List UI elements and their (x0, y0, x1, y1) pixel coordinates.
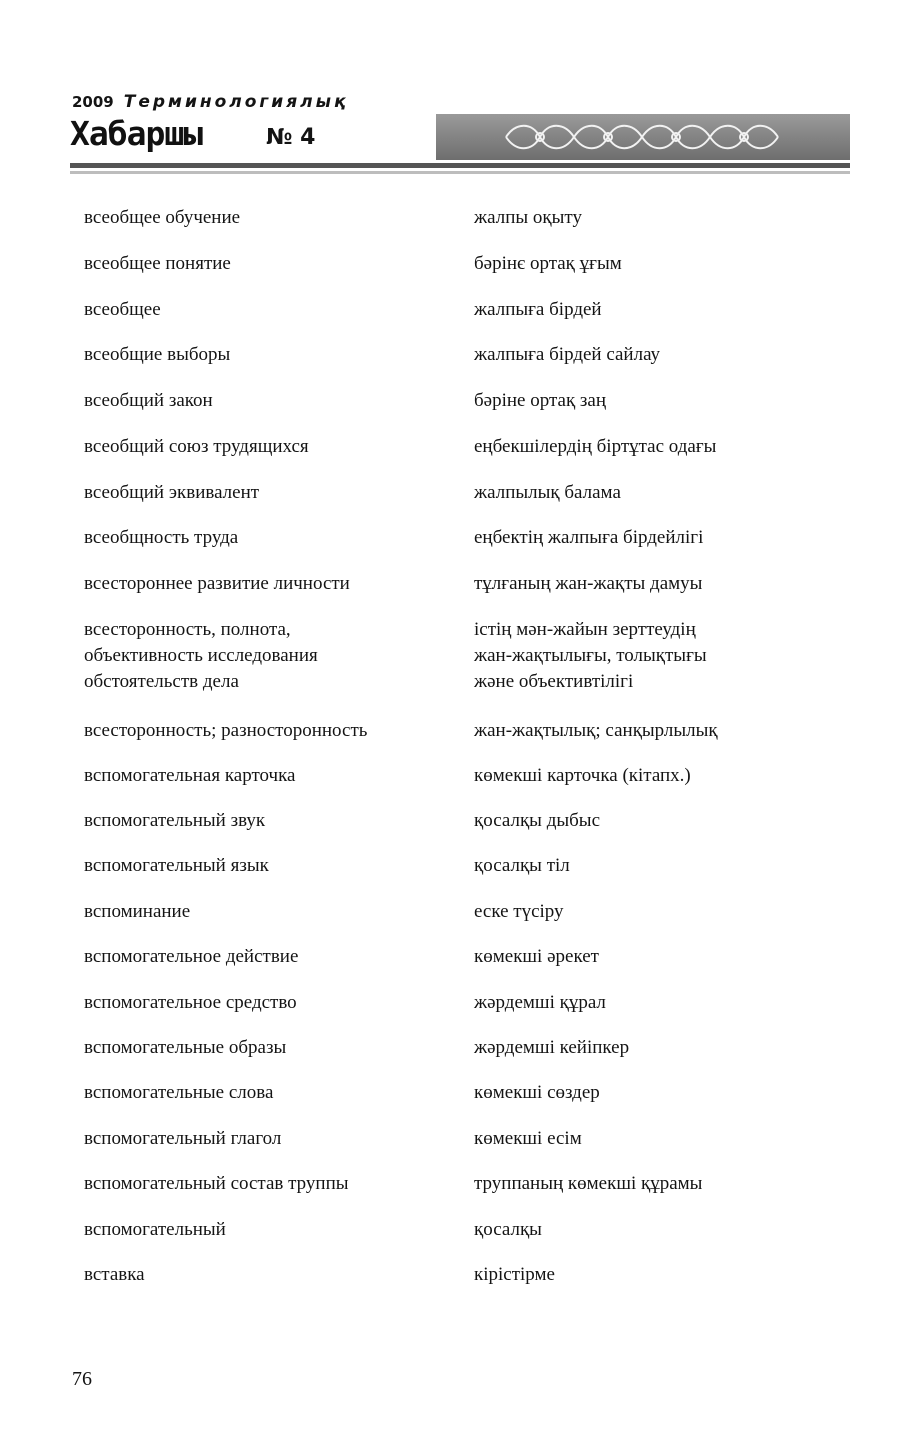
term-line: қосалқы тіл (474, 855, 570, 876)
term-line: және объективтілігі (474, 671, 634, 692)
russian-term (84, 617, 318, 695)
russian-term (84, 205, 240, 231)
term-line: жалпылық балама (474, 482, 621, 503)
russian-term (84, 808, 265, 834)
term-line: еңбектің жалпыға бірдейлігі (474, 527, 704, 548)
term-line: вспоминание (84, 901, 191, 922)
russian-term (84, 571, 350, 597)
russian-term (84, 1171, 349, 1197)
kazakh-term (474, 853, 570, 879)
term-line: всестороннее развитие личности (84, 573, 350, 594)
russian-term (84, 1126, 281, 1152)
kazakh-term (474, 1080, 600, 1106)
term-line: вспомогательный язык (84, 855, 269, 876)
term-line: көмекші әрекет (474, 946, 599, 967)
term-line: всесторонность, полнота, (84, 619, 291, 640)
term-line: всеобщий эквивалент (84, 482, 260, 503)
term-line: труппаның көмекші құрамы (474, 1173, 703, 1194)
russian-term (84, 251, 231, 277)
kazakh-term (474, 1217, 542, 1243)
term-line: жан-жақтылық; санқырлылық (474, 720, 718, 741)
header-issue-number: № 4 (266, 125, 316, 150)
kazakh-term (474, 205, 582, 231)
term-line: кірістірме (474, 1264, 555, 1285)
kazakh-term (474, 297, 602, 323)
term-line: жәрдемші кейіпкер (474, 1037, 630, 1058)
term-line: жалпы оқыту (474, 207, 582, 228)
term-line: всеобщий союз трудящихся (84, 436, 309, 457)
term-line: бәрінє ортақ ұғым (474, 253, 622, 274)
russian-term (84, 297, 161, 323)
kazakh-term (474, 525, 703, 551)
russian-term (84, 434, 309, 460)
term-line: жалпыға бірдей (474, 299, 602, 320)
term-line: қосалқы дыбыс (474, 810, 600, 831)
kazakh-term (474, 808, 600, 834)
header-title: Хабаршы (70, 114, 203, 153)
russian-term (84, 899, 190, 925)
term-line: вспомогательные образы (84, 1037, 287, 1058)
russian-term (84, 1080, 273, 1106)
kazakh-term (474, 434, 716, 460)
kazakh-term (474, 1262, 555, 1288)
term-line: жалпыға бірдей сайлау (474, 344, 661, 365)
term-line: еңбекшілердің біртұтас одағы (474, 436, 717, 457)
term-line: вспомогательная карточка (84, 765, 296, 786)
term-line: объективность исследования (84, 645, 318, 666)
russian-term (84, 990, 297, 1016)
term-line: жан-жақтылығы, толықтығы (474, 645, 707, 666)
russian-term (84, 480, 259, 506)
russian-term (84, 853, 269, 879)
term-line: вспомогательное действие (84, 946, 299, 967)
term-line: вставка (84, 1264, 145, 1285)
term-line: еске түсіру (474, 901, 564, 922)
kazakh-term (474, 1171, 702, 1197)
term-line: жәрдемші құрал (474, 992, 606, 1013)
term-line: істің мән-жайын зерттеудің (474, 619, 696, 640)
russian-term (84, 525, 238, 551)
kazakh-term (474, 251, 622, 277)
kazakh-term (474, 718, 718, 744)
russian-term (84, 763, 295, 789)
term-line: всеобщность труда (84, 527, 239, 548)
term-line: вспомогательный звук (84, 810, 266, 831)
term-line: көмекші есім (474, 1128, 582, 1149)
kazakh-term (474, 480, 621, 506)
kazakh-term (474, 388, 606, 414)
kazakh-term (474, 1035, 629, 1061)
term-line: всесторонность; разносторонность (84, 720, 368, 741)
kazakh-term (474, 571, 702, 597)
term-line: қосалқы (474, 1219, 542, 1240)
term-line: всеобщее понятие (84, 253, 231, 274)
kazakh-term (474, 1126, 582, 1152)
russian-term (84, 1035, 286, 1061)
term-line: обстоятельств дела (84, 671, 239, 692)
kazakh-term (474, 944, 599, 970)
term-line: вспомогательное средство (84, 992, 297, 1013)
term-line: всеобщее обучение (84, 207, 241, 228)
header-subtitle: Терминологиялық (123, 92, 349, 112)
kazakh-term (474, 342, 660, 368)
russian-term (84, 1217, 226, 1243)
term-line: вспомогательный состав труппы (84, 1173, 349, 1194)
page-number: 76 (72, 1368, 92, 1390)
russian-term (84, 388, 213, 414)
term-line: вспомогательные слова (84, 1082, 274, 1103)
term-line: бәріне ортақ заң (474, 390, 607, 411)
russian-term (84, 342, 230, 368)
term-line: вспомогательный глагол (84, 1128, 282, 1149)
term-line: көмекші сөздер (474, 1082, 600, 1103)
term-line: всеобщие выборы (84, 344, 231, 365)
term-line: всеобщий закон (84, 390, 213, 411)
kazakh-term (474, 763, 691, 789)
russian-term (84, 1262, 145, 1288)
russian-term (84, 718, 367, 744)
kazakh-term (474, 617, 707, 695)
kazakh-term (474, 899, 564, 925)
term-line: көмекші карточка (кітапх.) (474, 765, 691, 786)
kazakh-term (474, 990, 606, 1016)
russian-term (84, 944, 298, 970)
term-line: всеобщее (84, 299, 161, 320)
term-line: вспомогательный (84, 1219, 226, 1240)
header-year: 2009 (72, 93, 114, 111)
term-line: тұлғаның жан-жақты дамуы (474, 573, 703, 594)
